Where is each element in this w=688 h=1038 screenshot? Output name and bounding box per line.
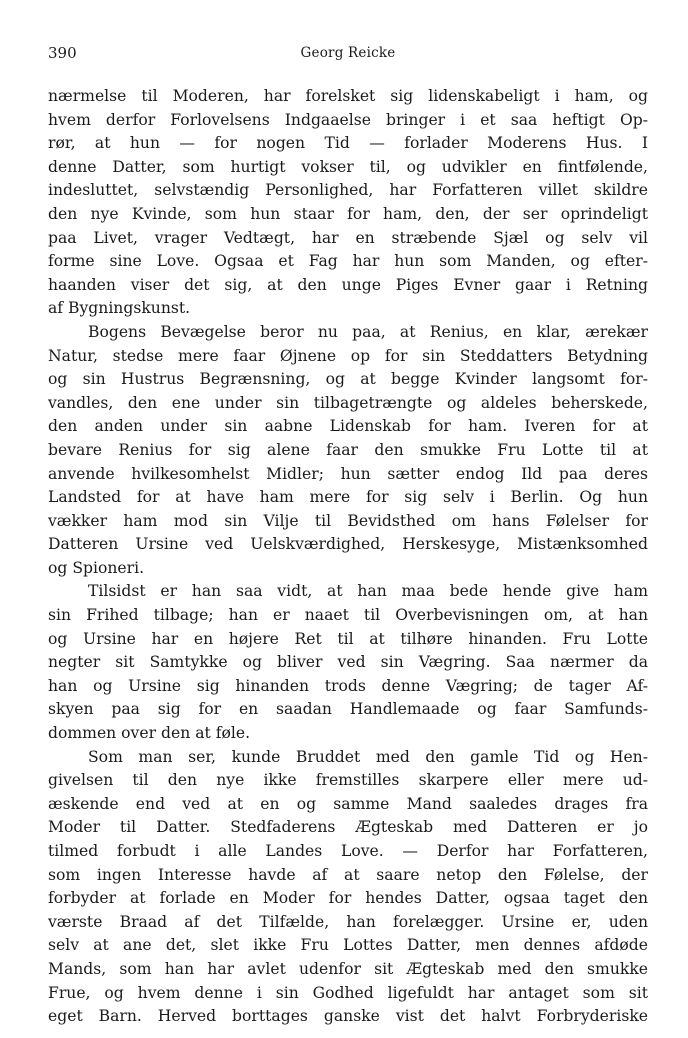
text-line: sin Frihed tilbage; han er naaet til Overbevisningen om, at han	[48, 606, 648, 625]
text-line: den anden under sin aabne Lidenskab for ham. Iveren for at	[48, 417, 648, 436]
text-line: paa Livet, vrager Vedtægt, har en stræbende Sjæl og selv vil	[48, 228, 648, 247]
page-number: 390	[48, 44, 77, 62]
text-line: bevare Renius for sig alene faar den smukke Fru Lotte til at	[48, 440, 648, 459]
text-line: og Ursine har en højere Ret til at tilhøre hinanden. Fru Lotte	[48, 629, 648, 648]
text-line: vandles, den ene under sin tilbagetrængte og aldeles beherskede,	[48, 393, 648, 412]
text-line: Som man ser, kunde Bruddet med den gamle Tid og Hen-	[88, 747, 648, 766]
text-line: skyen paa sig for en saadan Handlemaade og faar Samfunds-	[48, 700, 648, 719]
text-line: Natur, stedse mere faar Øjnene op for sin Steddatters Betydning	[48, 346, 648, 365]
text-line: Frue, og hvem denne i sin Godhed ligefuldt har antaget som sit	[48, 983, 648, 1002]
text-line: forme sine Love. Ogsaa et Fag har hun som Manden, og efter-	[48, 252, 648, 271]
text-line: som ingen Interesse havde af at saare netop den Følelse, der	[48, 865, 648, 884]
page-header	[48, 44, 648, 64]
text-line: af Bygningskunst.	[48, 299, 191, 318]
text-line: værste Braad af det Tilfælde, han forelægger. Ursine er, uden	[48, 912, 648, 931]
text-line: og Spioneri.	[48, 558, 145, 577]
text-line: givelsen til den nye ikke fremstilles skarpere eller mere ud-	[48, 771, 648, 790]
text-line: æskende end ved at en og samme Mand saaledes drages fra	[48, 794, 648, 813]
running-head: Georg Reicke	[300, 45, 396, 61]
text-line: forbyder at forlade en Moder for hendes Datter, ogsaa taget den	[48, 889, 648, 908]
body-text	[48, 85, 648, 1029]
text-line: tilmed forbudt i alle Landes Love. — Derfor har Forfatteren,	[48, 842, 648, 860]
text-line: den nye Kvinde, som hun staar for ham, den, der ser oprindeligt	[48, 204, 648, 223]
text-line: indesluttet, selvstændig Personlighed, har Forfatteren villet skildre	[48, 181, 648, 200]
text-line: han og Ursine sig hinanden trods denne Vægring; de tager Af-	[48, 676, 648, 695]
text-line: Bogens Bevægelse beror nu paa, at Renius, en klar, ærekær	[88, 322, 648, 341]
text-line: denne Datter, som hurtigt vokser til, og udvikler en fintfølende,	[48, 157, 648, 176]
text-line: Moder til Datter. Stedfaderens Ægteskab med Datteren er jo	[48, 818, 648, 837]
text-line: eget Barn. Herved borttages ganske vist det halvt Forbryderiske	[48, 1007, 648, 1026]
text-line: anvende hvilkesomhelst Midler; hun sætter endog Ild paa deres	[48, 464, 648, 483]
text-line: nærmelse til Moderen, har forelsket sig lidenskabeligt i ham, og	[48, 87, 648, 105]
text-line: haanden viser det sig, at den unge Piges Evner gaar i Retning	[48, 275, 648, 294]
text-line: Datteren Ursine ved Uelskværdighed, Herskesyge, Mistænksomhed	[48, 535, 648, 554]
text-line: vækker ham mod sin Vilje til Bevidsthed om hans Følelser for	[48, 511, 648, 530]
text-line: selv at ane det, slet ikke Fru Lottes Datter, men dennes afdøde	[48, 936, 648, 955]
text-line: rør, at hun — for nogen Tid — forlader Moderens Hus. I	[48, 134, 648, 153]
text-line: Landsted for at have ham mere for sig selv i Berlin. Og hun	[48, 488, 648, 507]
text-line: hvem derfor Forlovelsens Indgaaelse bringer i et saa heftigt Op-	[48, 110, 648, 129]
text-line: negter sit Samtykke og bliver ved sin Vægring. Saa nærmer da	[48, 653, 648, 672]
text-line: Tilsidst er han saa vidt, at han maa bede hende give ham	[88, 582, 648, 601]
text-line: Mands, som han har avlet udenfor sit Ægteskab med den smukke	[48, 959, 648, 978]
text-line: dommen over den at føle.	[48, 724, 251, 743]
text-line: og sin Hustrus Begrænsning, og at begge Kvinder langsomt for-	[48, 370, 648, 389]
